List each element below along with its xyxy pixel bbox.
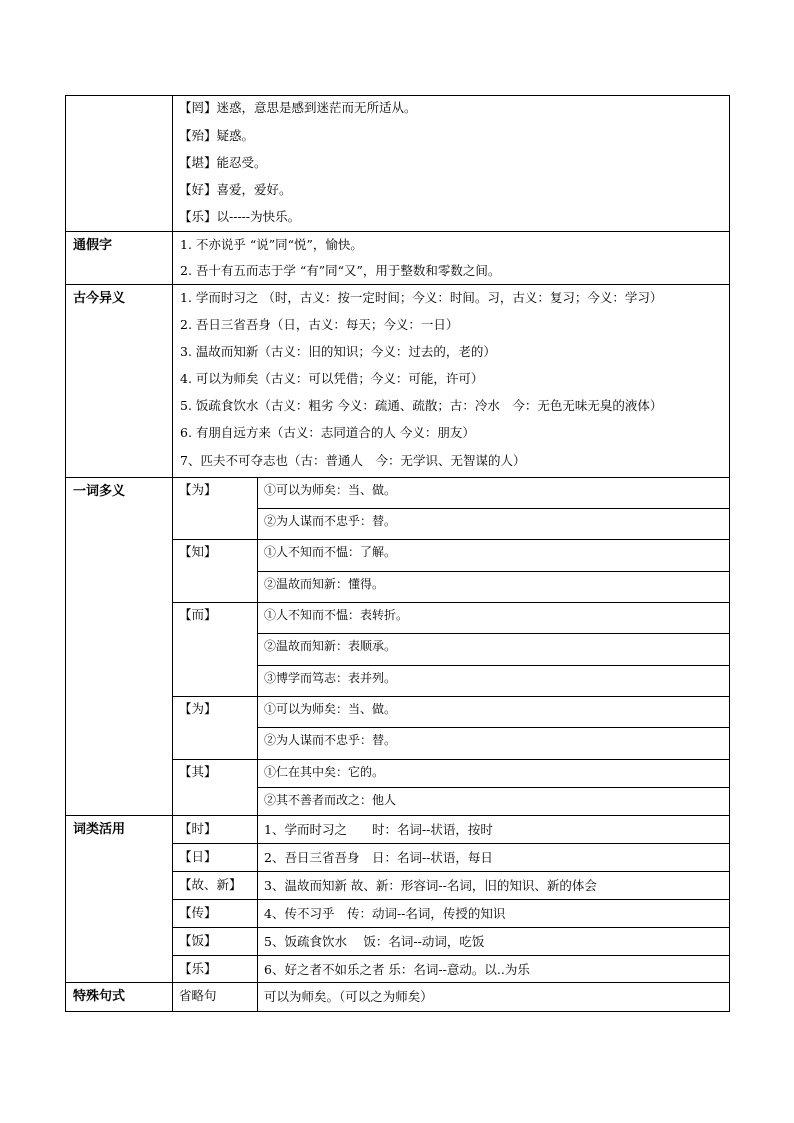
yici-meaning: ①人不知而不愠：了解。: [258, 540, 729, 572]
tongjia-section: [65, 232, 730, 285]
cilei-word: 【饭】: [173, 928, 258, 955]
cilei-text: 3、温故而知新 故、新：形容词--名词，旧的知识、新的体会: [264, 878, 597, 893]
yici-meaning: ①仁在其中矣：它的。: [258, 760, 729, 788]
yici-meaning: ②为人谋而不忠乎：替。: [258, 728, 729, 760]
vocab-header-empty: [66, 96, 173, 231]
cilei-word: 【乐】: [173, 956, 258, 982]
gujin-line: 1. 学而时习之 （时，古义：按一定时间；今义：时间。习，古义：复习；今义：学习）: [180, 290, 663, 305]
yici-meaning: ②温故而知新：表顺承。: [258, 634, 729, 666]
yici-meaning: ②温故而知新：懂得。: [258, 572, 729, 603]
gujin-section: [65, 285, 730, 478]
yici-word: 【为】: [173, 478, 258, 540]
gujin-line: 7、匹夫不可夺志也（古：普通人 今：无学识、无智谋的人）: [180, 453, 526, 468]
teshu-word: 省略句: [173, 983, 258, 1011]
gujin-line: 6. 有朋自远方来（古义：志同道合的人 今义：朋友）: [180, 425, 475, 440]
tongjia-line: 2. 吾十有五而志于学 “有”同“又”，用于整数和零数之间。: [180, 263, 501, 278]
yici-word: 【而】: [173, 603, 258, 697]
cilei-text: 2、吾日三省吾身 日：名词--状语，每日: [264, 850, 493, 865]
gujin-line: 4. 可以为师矣（古义：可以凭借；今义：可能，许可）: [180, 371, 484, 386]
vocab-line: 【殆】疑惑。: [179, 128, 255, 143]
tongjia-line: 1. 不亦说乎 “说”同“悦”，愉快。: [180, 237, 363, 252]
yici-section: [65, 478, 730, 816]
cilei-row: [173, 844, 729, 872]
yici-word: 【为】: [173, 697, 258, 760]
teshu-text: 可以为师矣。（可以之为师矣）: [264, 989, 433, 1004]
yici-meaning: ①可以为师矣：当、做。: [258, 697, 729, 728]
yici-meaning: ③博学而笃志：表并列。: [258, 666, 729, 697]
gujin-line: 5. 饭疏食饮水（古义：粗劣 今义：疏通、疏散；古：冷水 今：无色无味无臭的液体）: [180, 398, 663, 413]
cilei-row: [173, 956, 729, 982]
cilei-text: 6、好之者不如乐之者 乐：名词--意动。以..为乐: [264, 962, 530, 977]
cilei-row: [173, 816, 729, 844]
vocab-line: 【罔】迷惑，意思是感到迷茫而无所适从。: [179, 100, 417, 115]
cilei-label: 词类活用: [66, 816, 173, 982]
cilei-text: 5、饭疏食饮水 饭：名词--动词，吃饭: [264, 934, 485, 949]
yici-meaning: ②其不善者而改之：他人: [264, 793, 397, 807]
vocab-line: 【乐】以-----为快乐。: [179, 209, 301, 224]
cilei-row: [173, 928, 729, 956]
tongjia-label: 通假字: [66, 232, 173, 284]
yici-label: 一词多义: [66, 478, 173, 815]
cilei-text: 1、学而时习之 时：名词--状语，按时: [264, 822, 493, 837]
teshu-section: [65, 983, 730, 1012]
cilei-section: [65, 816, 730, 983]
yici-word: 【其】: [173, 760, 258, 815]
cilei-text: 4、传不习乎 传：动词--名词，传授的知识: [264, 906, 506, 921]
yici-word: 【知】: [173, 540, 258, 603]
gujin-label: 古今异义: [66, 285, 173, 477]
cilei-word: 【日】: [173, 844, 258, 871]
cilei-row: [173, 872, 729, 900]
vocab-section: [65, 95, 730, 232]
yici-meaning: ①人不知而不愠：表转折。: [258, 603, 729, 634]
cilei-word: 【时】: [173, 816, 258, 843]
vocab-line: 【堪】能忍受。: [179, 155, 267, 170]
teshu-label: 特殊句式: [66, 983, 173, 1011]
gujin-line: 3. 温故而知新（古义：旧的知识；今义：过去的，老的）: [180, 344, 496, 359]
yici-meaning: ①可以为师矣：当、做。: [258, 478, 729, 509]
teshu-row: [173, 983, 729, 1011]
cilei-row: [173, 900, 729, 928]
cilei-word: 【传】: [173, 900, 258, 927]
vocab-line: 【好】喜爱，爱好。: [179, 182, 292, 197]
gujin-line: 2. 吾日三省吾身（日，古义：每天；今义：一日）: [180, 317, 459, 332]
yici-meaning: ②为人谋而不忠乎：替。: [258, 509, 729, 540]
cilei-word: 【故、新】: [173, 872, 258, 899]
